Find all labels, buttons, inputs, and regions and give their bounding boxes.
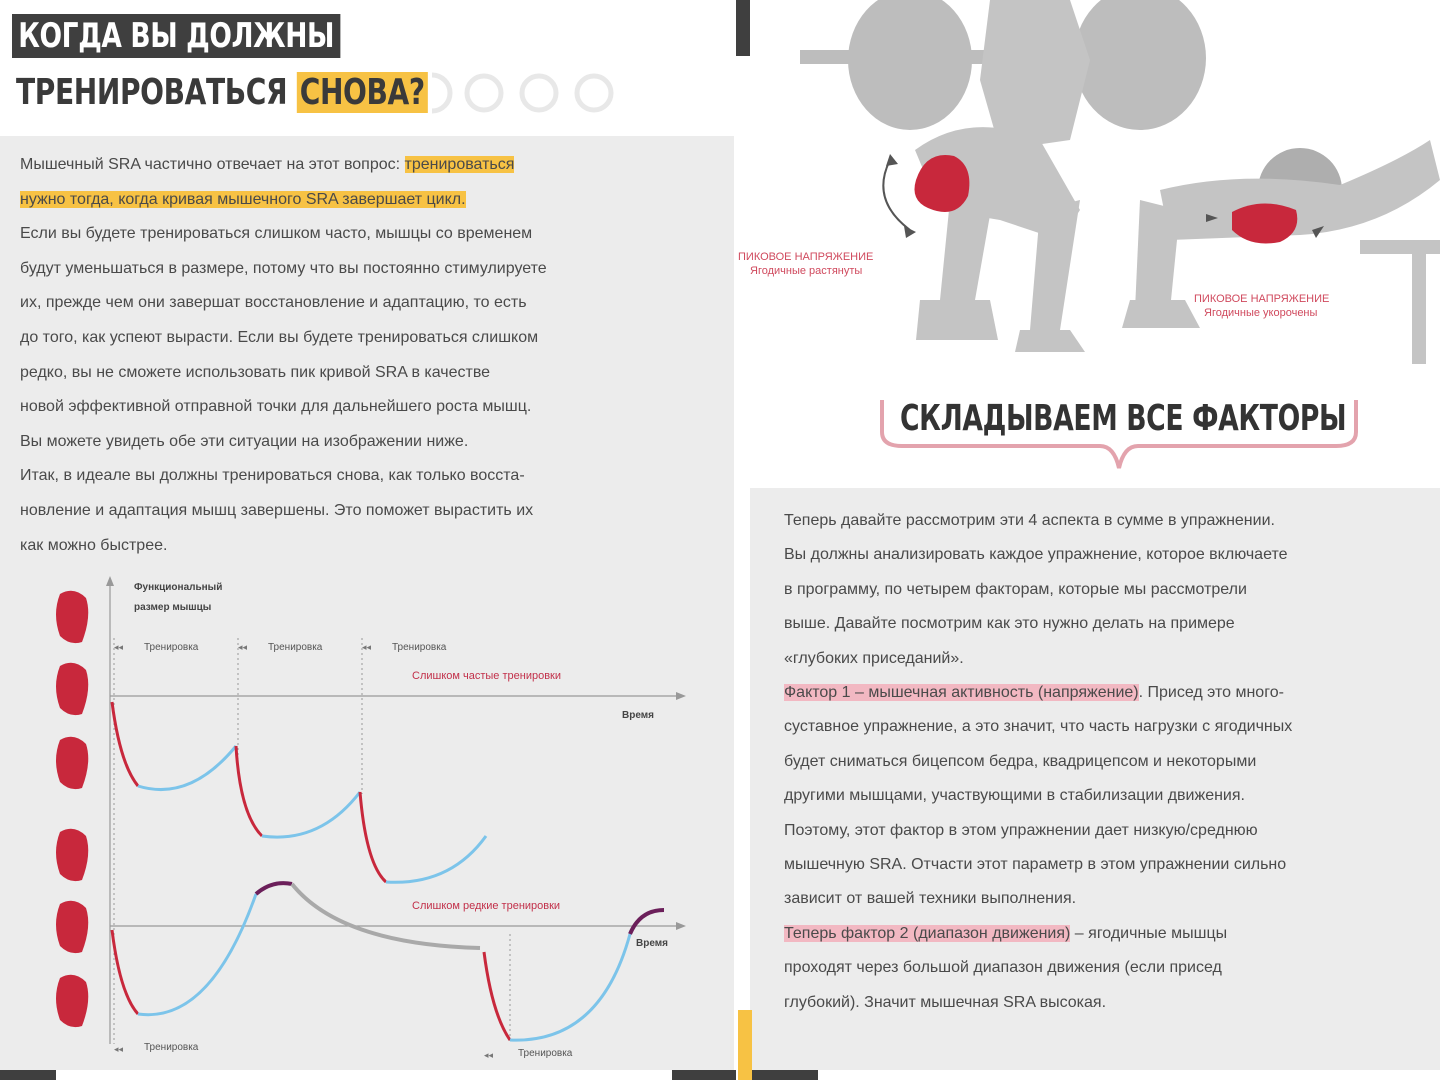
- para-line: Вы можете увидеть обе эти ситуации на изображении ниже.: [20, 432, 469, 450]
- svg-text:◂◂: ◂◂: [114, 1044, 124, 1054]
- para-r-line: выше. Давайте посмотрим как это нужно делать на примере: [784, 615, 1235, 633]
- para-highlight-a: тренироваться: [404, 156, 515, 173]
- para-line: будут уменьшаться в размере, потому что вы постоянно стимулируете: [20, 259, 547, 277]
- right-paragraph: [784, 504, 1434, 1020]
- para-r-line: Поэтому, этот фактор в этом упражнении дает низкую/среднюю: [784, 821, 1258, 839]
- muscle-icon-3: [56, 737, 88, 789]
- para-r-line: будет сниматься бицепсом бедра, квадрицепсом и некоторыми: [784, 752, 1257, 770]
- para-r-line: проходят через большой диапазон движения (если присед: [784, 959, 1222, 977]
- too-rare-label: Слишком редкие тренировки: [412, 900, 561, 912]
- too-often-label: Слишком частые тренировки: [412, 670, 561, 682]
- arrow-down-icon: [904, 226, 916, 238]
- curve-red-4: [112, 930, 138, 1014]
- title-accent: СНОВА?: [297, 72, 428, 113]
- bottom-strip-left: [0, 1070, 56, 1080]
- svg-text:◂◂: ◂◂: [238, 642, 248, 652]
- time-label-bottom: Время: [636, 938, 668, 949]
- peak-label-bridge: [1194, 292, 1329, 320]
- para-highlight-b: нужно тогда, когда кривая мышечного SRA завершает цикл.: [20, 190, 466, 208]
- barbell-plate-right: [1074, 0, 1206, 130]
- curve-purple-2: [630, 910, 664, 934]
- peak-squat-title: ПИКОВОЕ НАПРЯЖЕНИЕ: [738, 251, 874, 263]
- peak-bridge-title: ПИКОВОЕ НАПРЯЖЕНИЕ: [1194, 293, 1330, 305]
- sra-diagram-svg: [40, 574, 700, 1064]
- article-paragraph: [20, 148, 732, 563]
- title-line-2: [16, 70, 428, 116]
- curve-blue-2: [262, 792, 360, 837]
- muscle-icon-5: [56, 901, 88, 953]
- svg-text:◂◂: ◂◂: [114, 642, 124, 652]
- curve-gray-decline: [292, 884, 480, 948]
- factor1-highlight: Фактор 1 – мышечная активность (напряжение): [784, 684, 1139, 702]
- factor2-rest: – ягодичные мышцы: [1070, 924, 1228, 942]
- title-main: ТРЕНИРОВАТЬСЯ: [16, 72, 297, 113]
- glute-highlight-bridge: [1232, 203, 1297, 243]
- sra-diagram: [40, 574, 700, 1064]
- circle-icon-1: [467, 76, 501, 110]
- train-label-bottom-1: Тренировка: [144, 1042, 199, 1053]
- circle-icon-2: [522, 76, 556, 110]
- para-line: до того, как успеют вырасти. Если вы будете тренироваться слишком: [20, 328, 539, 346]
- x-axis-top-arrow: [676, 692, 686, 700]
- para-line: редко, вы не сможете использовать пик кривой SRA в качестве: [20, 363, 491, 381]
- para-line: как можно быстрее.: [20, 536, 168, 554]
- muscle-icon-4: [56, 829, 88, 881]
- time-label-top: Время: [622, 710, 654, 721]
- muscle-icon-2: [56, 663, 88, 715]
- x-axis-bottom-arrow: [676, 922, 686, 930]
- bottom-strip-right: [752, 1070, 818, 1080]
- para-r-line: Вы должны анализировать каждое упражнение, которое включаете: [784, 546, 1288, 564]
- partial-circle-icon: [432, 75, 450, 111]
- para-line: Итак, в идеале вы должны тренироваться снова, как только восста-: [20, 467, 525, 485]
- factor1-rest: . Присед это много-: [1138, 684, 1284, 702]
- curve-blue-5: [510, 934, 630, 1040]
- exercise-illustration: [740, 0, 1440, 380]
- factors-title: СКЛАДЫВАЕМ ВСЕ ФАКТОРЫ: [900, 398, 1347, 439]
- muscle-icons: [56, 591, 88, 1027]
- svg-text:◂◂: ◂◂: [484, 1050, 494, 1060]
- muscle-icon-1: [56, 591, 88, 643]
- para-r-line: глубокий). Значит мышечная SRA высокая.: [784, 993, 1107, 1011]
- factor2-highlight: Теперь фактор 2 (диапазон движения): [784, 924, 1071, 942]
- chart-ylabel-1: Функциональный: [134, 582, 223, 593]
- barbell-plate-left: [848, 0, 972, 130]
- title-line-1: КОГДА ВЫ ДОЛЖНЫ: [12, 14, 340, 58]
- para-line: новой эффективной отправной точки для дальнейшего роста мышц.: [20, 398, 532, 416]
- circle-icon-3: [577, 76, 611, 110]
- curve-red-3: [360, 792, 386, 882]
- hip-thrust-figure: [1122, 140, 1440, 364]
- para-line: их, прежде чем они завершат восстановление и адаптацию, то есть: [20, 294, 527, 312]
- y-axis-arrow: [106, 576, 114, 586]
- muscle-icon-6: [56, 975, 88, 1027]
- para-r-line: зависит от вашей техники выполнения.: [784, 890, 1077, 908]
- curve-purple-1: [256, 883, 292, 894]
- curve-red-5: [484, 952, 510, 1040]
- train-label-bottom-2: Тренировка: [518, 1048, 573, 1059]
- peak-label-squat: [738, 250, 873, 278]
- para-r-line: суставное упражнение, а это значит, что часть нагрузки с ягодичных: [784, 718, 1293, 736]
- para-r-line: другими мышцами, участвующими в стабилизации движения.: [784, 787, 1245, 805]
- svg-text:◂◂: ◂◂: [362, 642, 372, 652]
- motion-arc-icon: [883, 160, 910, 230]
- curve-red-2: [236, 746, 262, 836]
- para-r-line: «глубоких приседаний».: [784, 649, 964, 667]
- para-r-line: в программу, по четырем факторам, которые мы рассмотрели: [784, 580, 1247, 598]
- curve-blue-1: [138, 746, 236, 790]
- para-r-line: мышечную SRA. Отчасти этот параметр в этом упражнении сильно: [784, 856, 1287, 874]
- yellow-accent-strip: [738, 1010, 752, 1080]
- curve-red-1: [112, 702, 138, 786]
- curve-blue-4: [138, 894, 256, 1015]
- arrow-up-icon: [886, 154, 898, 166]
- train-label-2: Тренировка: [268, 642, 323, 653]
- curve-blue-3: [386, 836, 486, 882]
- bottom-strip-mid: [672, 1070, 736, 1080]
- para-intro: Мышечный SRA частично отвечает на этот вопрос:: [20, 156, 405, 173]
- train-label-1: Тренировка: [144, 642, 199, 653]
- para-r-line: Теперь давайте рассмотрим эти 4 аспекта в сумме в упражнении.: [784, 512, 1275, 529]
- chart-ylabel-2: размер мышцы: [134, 602, 212, 613]
- peak-squat-sub: Ягодичные растянуты: [750, 265, 863, 277]
- peak-bridge-sub: Ягодичные укорочены: [1204, 307, 1318, 319]
- para-line: новление и адаптация мышц завершены. Это поможет вырастить их: [20, 501, 534, 519]
- train-label-3: Тренировка: [392, 642, 447, 653]
- para-line: Если вы будете тренироваться слишком часто, мышцы со временем: [20, 225, 533, 243]
- progress-circles: [424, 70, 624, 116]
